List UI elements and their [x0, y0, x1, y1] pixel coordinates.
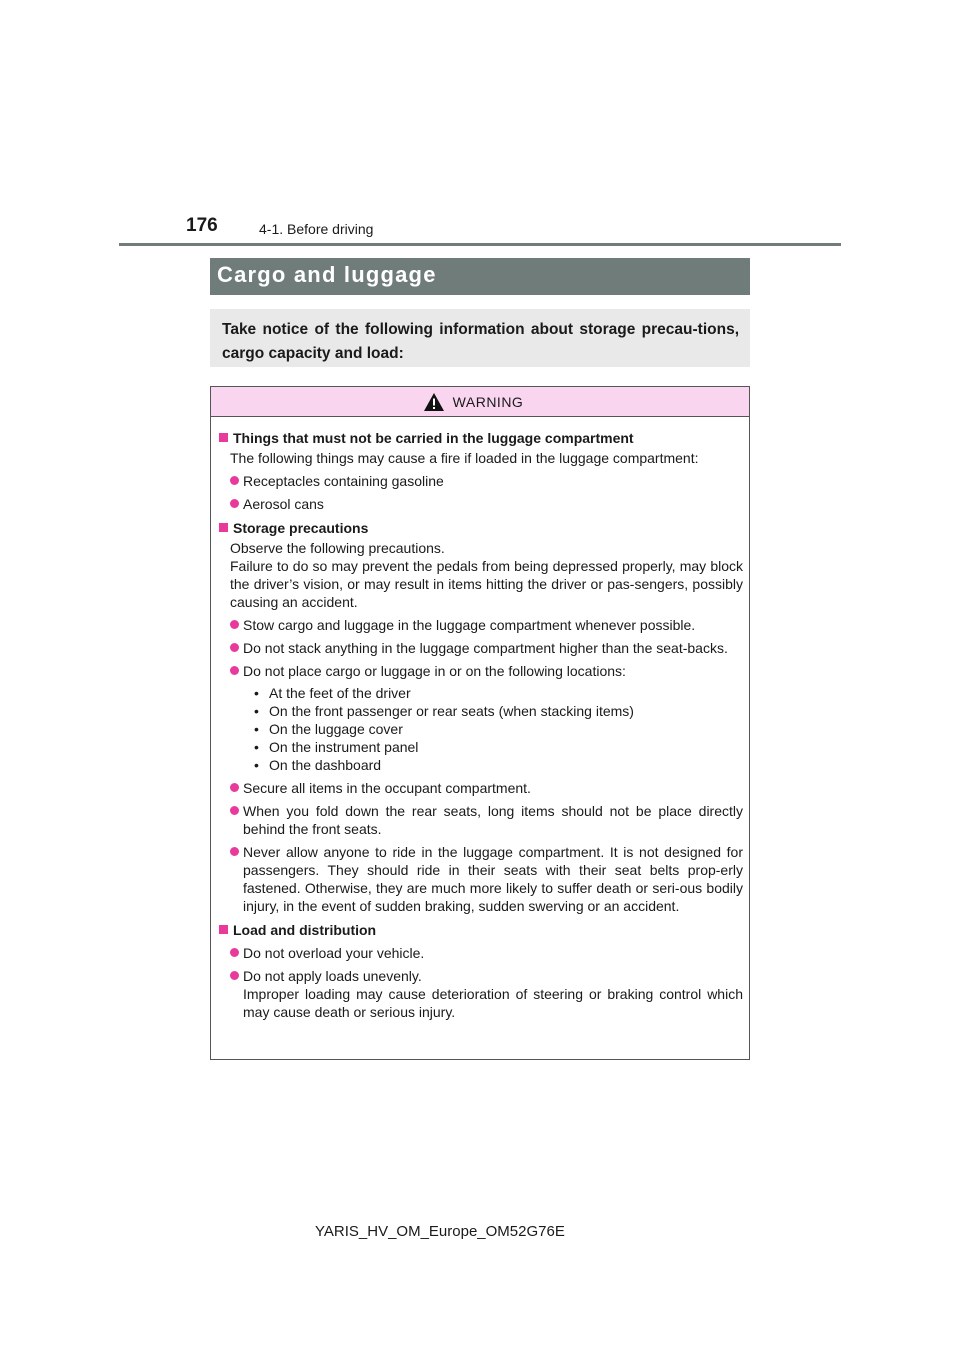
- warning-label: WARNING: [452, 393, 524, 410]
- warning-box: [210, 386, 750, 1060]
- circle-bullet-icon: [230, 620, 239, 629]
- square-bullet-icon: [219, 925, 228, 934]
- warning-bullet-item: [219, 779, 743, 797]
- location-subitem-text: On the front passenger or rear seats (when stacking items): [269, 703, 634, 719]
- warning-bullet-text: Secure all items in the occupant compartment.: [243, 780, 531, 796]
- circle-bullet-icon: [230, 783, 239, 792]
- circle-bullet-icon: [230, 971, 239, 980]
- circle-bullet-icon: [230, 666, 239, 675]
- square-bullet-icon: [219, 433, 228, 442]
- small-dot-icon: •: [254, 739, 259, 755]
- warning-section-heading: [219, 519, 743, 537]
- warning-triangle-icon: [423, 392, 445, 412]
- warning-bullet-item: [219, 843, 743, 915]
- warning-section-text: The following things may cause a fire if loaded in the luggage compartment:: [230, 450, 699, 466]
- warning-section-heading-text: Storage precautions: [233, 520, 369, 536]
- warning-bullet-text: Do not stack anything in the luggage compartment higher than the seat-backs.: [243, 640, 728, 656]
- location-subitem-text: On the instrument panel: [269, 739, 419, 755]
- location-sublist: [219, 684, 743, 774]
- page-title: Cargo and luggage: [210, 258, 750, 295]
- warning-section-text: Observe the following precautions. Failure to do so may prevent the pedals from being depressed properly, may block the driver’s vision, or may result in items hitting the driver or pas-sengers, possibly causing an accident.: [230, 540, 743, 610]
- warning-bullet-item: [219, 616, 743, 634]
- warning-bullet-item: [219, 639, 743, 657]
- warning-bullet-text: When you fold down the rear seats, long items should not be place directly behind the front seats.: [243, 803, 743, 837]
- warning-section-heading-text: Load and distribution: [233, 922, 377, 938]
- warning-bullet-item: [219, 967, 743, 1021]
- small-dot-icon: •: [254, 721, 259, 737]
- warning-bullet-item: [219, 495, 743, 513]
- warning-body: [211, 417, 749, 1021]
- page-number: 176: [186, 215, 218, 236]
- circle-bullet-icon: [230, 806, 239, 815]
- small-dot-icon: •: [254, 703, 259, 719]
- warning-section-heading: [219, 921, 743, 939]
- square-bullet-icon: [219, 523, 228, 532]
- warning-bullet-text: Stow cargo and luggage in the luggage compartment whenever possible.: [243, 617, 696, 633]
- circle-bullet-icon: [230, 476, 239, 485]
- warning-bullet-item: [219, 802, 743, 838]
- location-subitem: [254, 756, 743, 774]
- header-rule: [119, 243, 841, 246]
- intro-text: Take notice of the following information about storage precau-tions, cargo capacity and load:: [210, 309, 750, 367]
- warning-bullet-item: [219, 944, 743, 962]
- warning-bullet-item: [219, 472, 743, 490]
- circle-bullet-icon: [230, 948, 239, 957]
- circle-bullet-icon: [230, 847, 239, 856]
- warning-header: [211, 387, 749, 417]
- small-dot-icon: •: [254, 685, 259, 701]
- warning-bullet-text: Do not overload your vehicle.: [243, 945, 425, 961]
- warning-bullet-text: Do not place cargo or luggage in or on the following locations:: [243, 663, 626, 679]
- location-subitem-text: At the feet of the driver: [269, 685, 411, 701]
- warning-bullet-text: Do not apply loads unevenly. Improper loading may cause deterioration of steering or braking control which may cause death or serious injury.: [243, 968, 743, 1020]
- circle-bullet-icon: [230, 499, 239, 508]
- small-dot-icon: •: [254, 757, 259, 773]
- location-subitem: [254, 702, 743, 720]
- location-subitem-text: On the dashboard: [269, 757, 382, 773]
- warning-bullet-text: Receptacles containing gasoline: [243, 473, 444, 489]
- location-subitem: [254, 738, 743, 756]
- footer-doc-id: YARIS_HV_OM_Europe_OM52G76E: [315, 1223, 565, 1240]
- warning-bullet-item: [219, 662, 743, 680]
- warning-section-heading: [219, 429, 743, 447]
- location-subitem: [254, 684, 743, 702]
- warning-bullet-text: Never allow anyone to ride in the luggage compartment. It is not designed for passengers. They should ride in their seats with their seat belts prop-erly fastened. Otherwise, they are much more likely to suffer death or seri-ous bodily injury, in the event of sudden braking, sudden swerving or an accident.: [243, 844, 743, 914]
- warning-section-heading-text: Things that must not be carried in the luggage compartment: [233, 430, 634, 446]
- location-subitem: [254, 720, 743, 738]
- warning-bullet-text: Aerosol cans: [243, 496, 324, 512]
- location-subitem-text: On the luggage cover: [269, 721, 403, 737]
- circle-bullet-icon: [230, 643, 239, 652]
- section-title: 4-1. Before driving: [259, 221, 374, 237]
